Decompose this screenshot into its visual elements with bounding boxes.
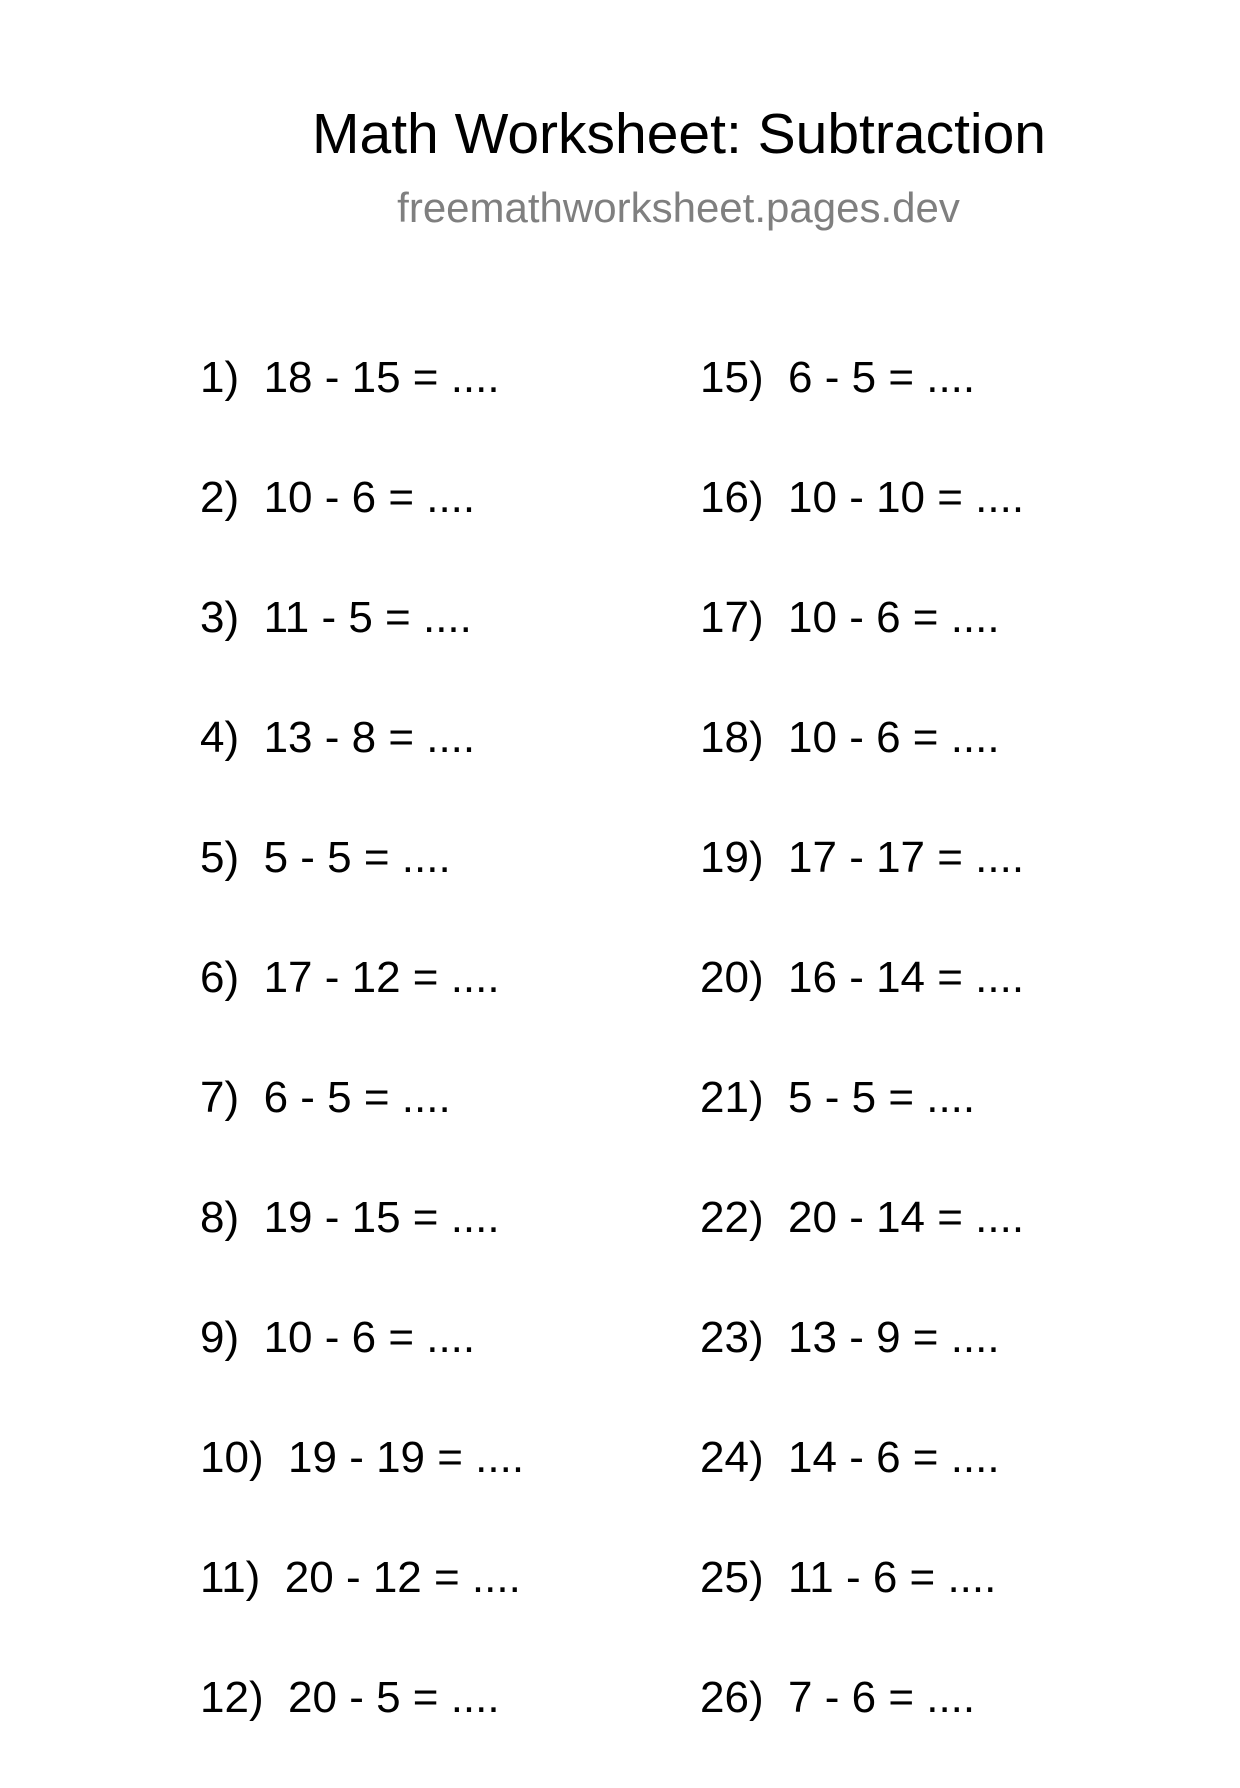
problem-expression: 17 - 17 = .... xyxy=(788,833,1025,882)
problem-number: 16) xyxy=(700,473,764,522)
problem-number: 12) xyxy=(200,1673,264,1722)
problem-expression: 13 - 8 = .... xyxy=(263,713,476,762)
problem-number: 19) xyxy=(700,833,764,882)
problem-expression: 20 - 5 = .... xyxy=(288,1673,500,1722)
problem-item xyxy=(700,948,1170,1068)
problem-item xyxy=(700,708,1170,828)
problem-item xyxy=(200,948,670,1068)
problem-item xyxy=(700,1188,1170,1308)
problem-expression: 10 - 6 = .... xyxy=(788,713,1000,762)
problem-item xyxy=(700,468,1170,588)
problem-item xyxy=(700,1308,1170,1428)
problem-number: 21) xyxy=(700,1073,764,1122)
problem-expression: 10 - 6 = .... xyxy=(788,593,1000,642)
worksheet-title: Math Worksheet: Subtraction xyxy=(312,102,1046,166)
problem-item xyxy=(200,1548,670,1668)
problem-number: 23) xyxy=(700,1313,764,1362)
problem-expression: 17 - 12 = .... xyxy=(263,953,500,1002)
problem-number: 7) xyxy=(200,1073,240,1122)
problem-expression: 16 - 14 = .... xyxy=(788,953,1025,1002)
problem-expression: 11 - 5 = .... xyxy=(263,593,472,642)
problem-item xyxy=(200,1068,670,1188)
problem-item xyxy=(700,1428,1170,1548)
problem-expression: 6 - 5 = .... xyxy=(788,353,976,402)
problem-expression: 5 - 5 = .... xyxy=(788,1073,976,1122)
problem-item xyxy=(200,1308,670,1428)
problem-expression: 7 - 6 = .... xyxy=(788,1673,976,1722)
problem-item xyxy=(700,348,1170,468)
problem-expression: 10 - 6 = .... xyxy=(263,1313,476,1362)
problem-number: 4) xyxy=(200,713,240,762)
problem-expression: 14 - 6 = .... xyxy=(788,1433,1000,1482)
problem-item xyxy=(700,588,1170,708)
problem-number: 24) xyxy=(700,1433,764,1482)
problem-number: 17) xyxy=(700,593,764,642)
problem-item xyxy=(200,348,670,468)
problems-column-left xyxy=(200,348,670,1788)
problem-expression: 11 - 6 = .... xyxy=(788,1553,997,1602)
problem-expression: 20 - 12 = .... xyxy=(284,1553,521,1602)
problem-number: 22) xyxy=(700,1193,764,1242)
problem-number: 6) xyxy=(200,953,240,1002)
problem-expression: 20 - 14 = .... xyxy=(788,1193,1025,1242)
problem-number: 2) xyxy=(200,473,240,522)
problem-number: 1) xyxy=(200,353,240,402)
problem-number: 5) xyxy=(200,833,240,882)
problem-item xyxy=(200,468,670,588)
problem-number: 15) xyxy=(700,353,764,402)
problem-number: 20) xyxy=(700,953,764,1002)
problem-item xyxy=(200,1188,670,1308)
problem-expression: 19 - 15 = .... xyxy=(263,1193,500,1242)
problem-item xyxy=(200,1668,670,1788)
problem-expression: 6 - 5 = .... xyxy=(263,1073,451,1122)
problem-item xyxy=(200,708,670,828)
problem-item xyxy=(700,1548,1170,1668)
problem-number: 11) xyxy=(200,1553,261,1602)
problem-item xyxy=(700,1668,1170,1788)
problem-number: 18) xyxy=(700,713,764,762)
problem-number: 10) xyxy=(200,1433,264,1482)
problem-expression: 10 - 10 = .... xyxy=(788,473,1025,522)
problem-number: 3) xyxy=(200,593,240,642)
problem-expression: 13 - 9 = .... xyxy=(788,1313,1000,1362)
problem-expression: 10 - 6 = .... xyxy=(263,473,476,522)
problem-number: 8) xyxy=(200,1193,240,1242)
problem-number: 9) xyxy=(200,1313,240,1362)
problem-number: 25) xyxy=(700,1553,764,1602)
problem-number: 26) xyxy=(700,1673,764,1722)
worksheet-source-url: freemathworksheet.pages.dev xyxy=(397,184,960,231)
problem-item xyxy=(200,1428,670,1548)
problem-item xyxy=(200,588,670,708)
problem-expression: 18 - 15 = .... xyxy=(263,353,500,402)
problem-expression: 5 - 5 = .... xyxy=(263,833,451,882)
problem-expression: 19 - 19 = .... xyxy=(288,1433,525,1482)
problems-column-right xyxy=(700,348,1170,1788)
problem-item xyxy=(700,1068,1170,1188)
problem-item xyxy=(200,828,670,948)
problem-item xyxy=(700,828,1170,948)
